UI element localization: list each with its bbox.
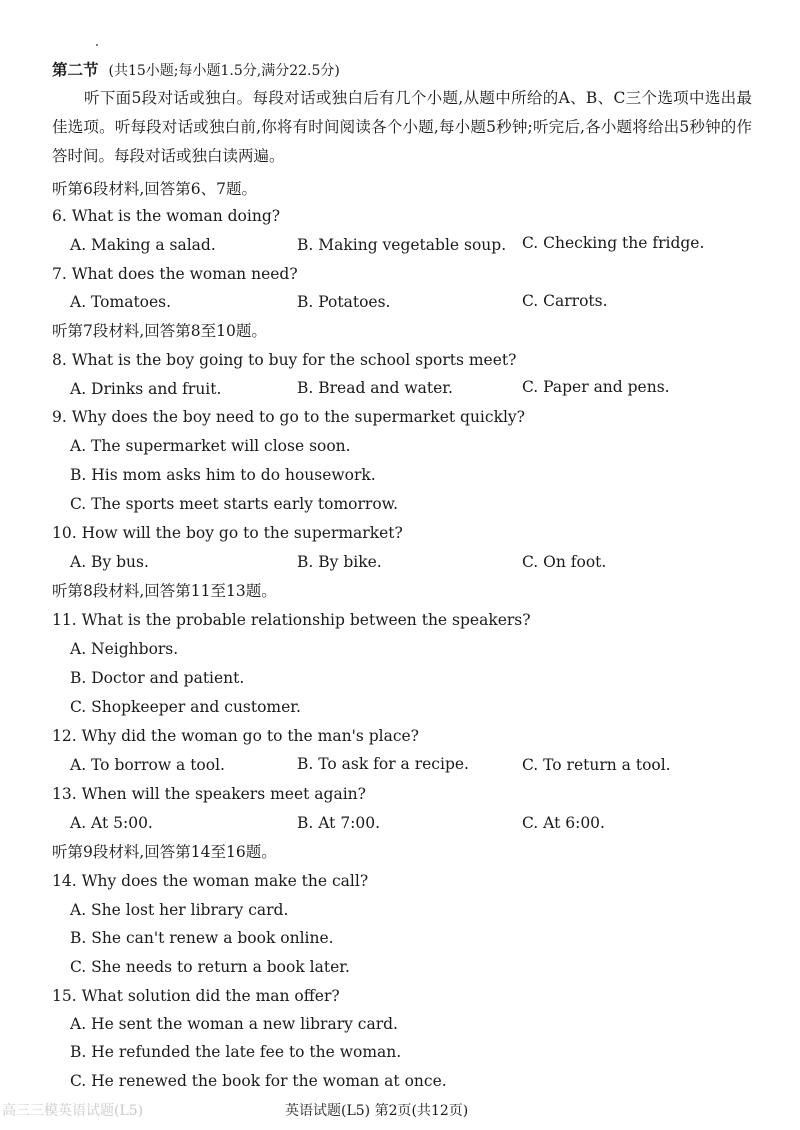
option-b: B. By bike. (297, 553, 382, 571)
scan-speck (96, 44, 98, 46)
option-b: B. She can't renew a book online. (70, 929, 334, 947)
option-a: A. Neighbors. (70, 640, 179, 658)
option-c: C. To return a tool. (522, 756, 671, 774)
question-stem: 9. Why does the boy need to go to the supermarket quickly? (52, 408, 525, 426)
page-number-label: 英语试题(L5) 第2页(共12页) (285, 1103, 469, 1119)
option-a: A. At 5:00. (70, 814, 153, 832)
option-c: C. Checking the fridge. (522, 234, 705, 252)
option-a: A. He sent the woman a new library card. (70, 1015, 398, 1033)
section-meta: (共15小题;每小题1.5分,满分22.5分) (108, 63, 340, 79)
option-a: A. Making a salad. (70, 236, 216, 254)
group-intro: 听第6段材料,回答第6、7题。 (52, 180, 258, 198)
section-title: 第二节 (52, 60, 99, 79)
group-intro: 听第9段材料,回答第14至16题。 (52, 843, 277, 861)
option-c: C. The sports meet starts early tomorrow. (70, 495, 399, 513)
option-a: A. The supermarket will close soon. (70, 437, 351, 455)
option-b: B. Making vegetable soup. (297, 236, 507, 254)
question-stem: 12. Why did the woman go to the man's place? (52, 727, 419, 745)
option-b: B. To ask for a recipe. (297, 755, 469, 773)
question-stem: 11. What is the probable relationship between the speakers? (52, 611, 531, 629)
question-stem: 6. What is the woman doing? (52, 207, 281, 225)
option-b: B. Potatoes. (297, 293, 391, 311)
watermark-text: 高三三模英语试题(L5) (2, 1103, 144, 1119)
option-c: C. Paper and pens. (522, 378, 670, 396)
group-intro: 听第7段材料,回答第8至10题。 (52, 322, 267, 340)
option-a: A. Tomatoes. (70, 293, 172, 311)
option-a: A. She lost her library card. (70, 901, 289, 919)
option-c: C. Shopkeeper and customer. (70, 698, 301, 716)
option-b: B. Doctor and patient. (70, 669, 245, 687)
option-c: C. Carrots. (522, 292, 608, 310)
option-c: C. He renewed the book for the woman at once. (70, 1072, 447, 1090)
option-b: B. Bread and water. (297, 379, 453, 397)
option-a: A. To borrow a tool. (70, 756, 225, 774)
group-intro: 听第8段材料,回答第11至13题。 (52, 582, 277, 600)
option-a: A. Drinks and fruit. (70, 380, 222, 398)
option-a: A. By bus. (70, 553, 149, 571)
option-b: B. His mom asks him to do housework. (70, 466, 376, 484)
section-instructions: 听下面5段对话或独白。每段对话或独白后有几个小题,从题中所给的A、B、C三个选项中选出最佳选项。听每段对话或独白前,你将有时间阅读各个小题,每小题5秒钟;听完后,各小题将给出5秒钟的作答时间。每段对话或独白读两遍。 (52, 89, 752, 165)
question-stem: 13. When will the speakers meet again? (52, 785, 366, 803)
question-stem: 10. How will the boy go to the supermarket? (52, 524, 403, 542)
option-c: C. She needs to return a book later. (70, 958, 350, 976)
question-stem: 15. What solution did the man offer? (52, 987, 340, 1005)
option-c: C. At 6:00. (522, 814, 605, 832)
question-stem: 14. Why does the woman make the call? (52, 872, 369, 890)
option-b: B. At 7:00. (297, 814, 381, 832)
question-stem: 7. What does the woman need? (52, 265, 298, 283)
option-c: C. On foot. (522, 553, 607, 571)
question-stem: 8. What is the boy going to buy for the school sports meet? (52, 351, 517, 369)
option-b: B. He refunded the late fee to the woman. (70, 1043, 402, 1061)
section-heading (52, 60, 340, 81)
